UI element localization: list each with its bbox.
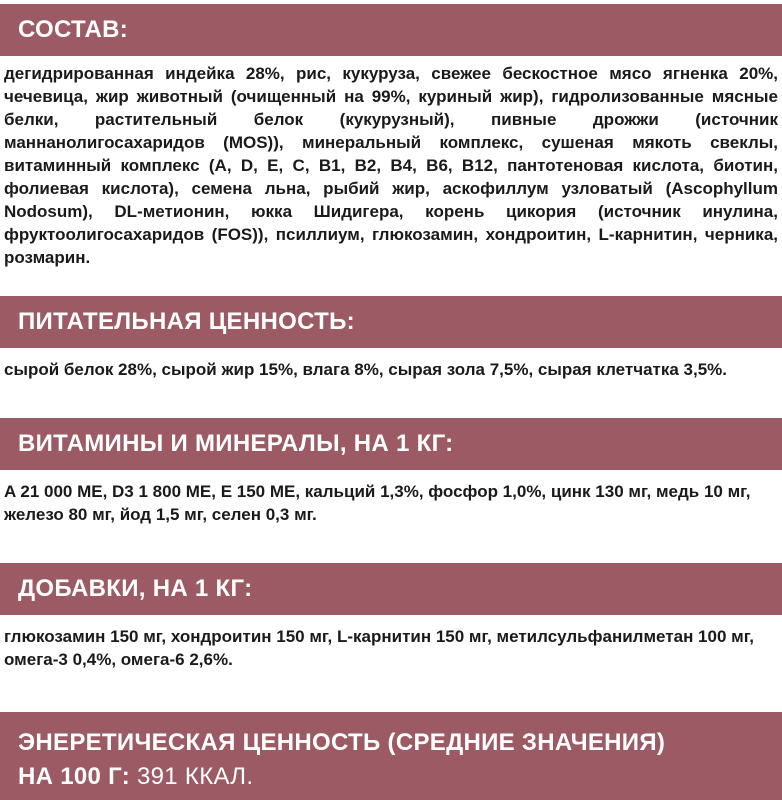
additives-heading: ДОБАВКИ, НА 1 КГ: (18, 575, 253, 602)
nutrition-text: сырой белок 28%, сырой жир 15%, влага 8%, сырая зола 7,5%, сырая клетчатка 3,5%. (4, 360, 728, 379)
energy-band (0, 712, 782, 800)
energy-per-100g-label: НА 100 Г: (18, 763, 131, 790)
vitamins-heading-band (0, 418, 782, 470)
vitamins-heading: ВИТАМИНЫ И МИНЕРАЛЫ, НА 1 КГ: (18, 430, 454, 457)
nutrition-heading: ПИТАТЕЛЬНАЯ ЦЕННОСТЬ: (18, 308, 355, 335)
additives-text: глюкозамин 150 мг, хондроитин 150 мг, L-карнитин 150 мг, метилсульфанилметан 100 мг, омега-3 0,4%, омега-6 2,6%. (4, 627, 755, 669)
nutrition-heading-band (0, 296, 782, 348)
energy-value: 391 ККАЛ. (137, 763, 254, 790)
composition-heading-band (0, 4, 782, 56)
energy-line (18, 760, 782, 794)
energy-heading: ЭНЕРЕТИЧЕСКАЯ ЦЕННОСТЬ (СРЕДНИЕ ЗНАЧЕНИЯ) (18, 729, 666, 756)
composition-text: дегидрированная индейка 28%, рис, кукуруза, свежее бескостное мясо ягненка 20%, чечевица, жир животный (очищенный на 99%, куриный жир), гидролизованные мясные белки, растительный белок (кукурузный), пивные дрожжи (источник маннанолигосахаридов (MOS)), минеральный комплекс, сушеная мякоть свеклы, витаминный комплекс (A, D, E, C, B1, B2, B4, B6, B12, пантотеновая кислота, биотин, фолиевая кислота), семена льна, рыбий жир, аскофиллум узловатый (Ascophyllum Nodosum), DL-метионин, юкка Шидигера, корень цикория (источник инулина, фруктоолигосахаридов (FOS)), псиллиум, глюкозамин, хондроитин, L-карнитин, черника, розмарин. (4, 64, 778, 267)
vitamins-text: A 21 000 МЕ, D3 1 800 МЕ, E 150 МЕ, кальций 1,3%, фосфор 1,0%, цинк 130 мг, медь 10 мг, железо 80 мг, йод 1,5 мг, селен 0,3 мг. (4, 482, 751, 524)
additives-heading-band (0, 563, 782, 615)
composition-heading: СОСТАВ: (18, 16, 129, 43)
